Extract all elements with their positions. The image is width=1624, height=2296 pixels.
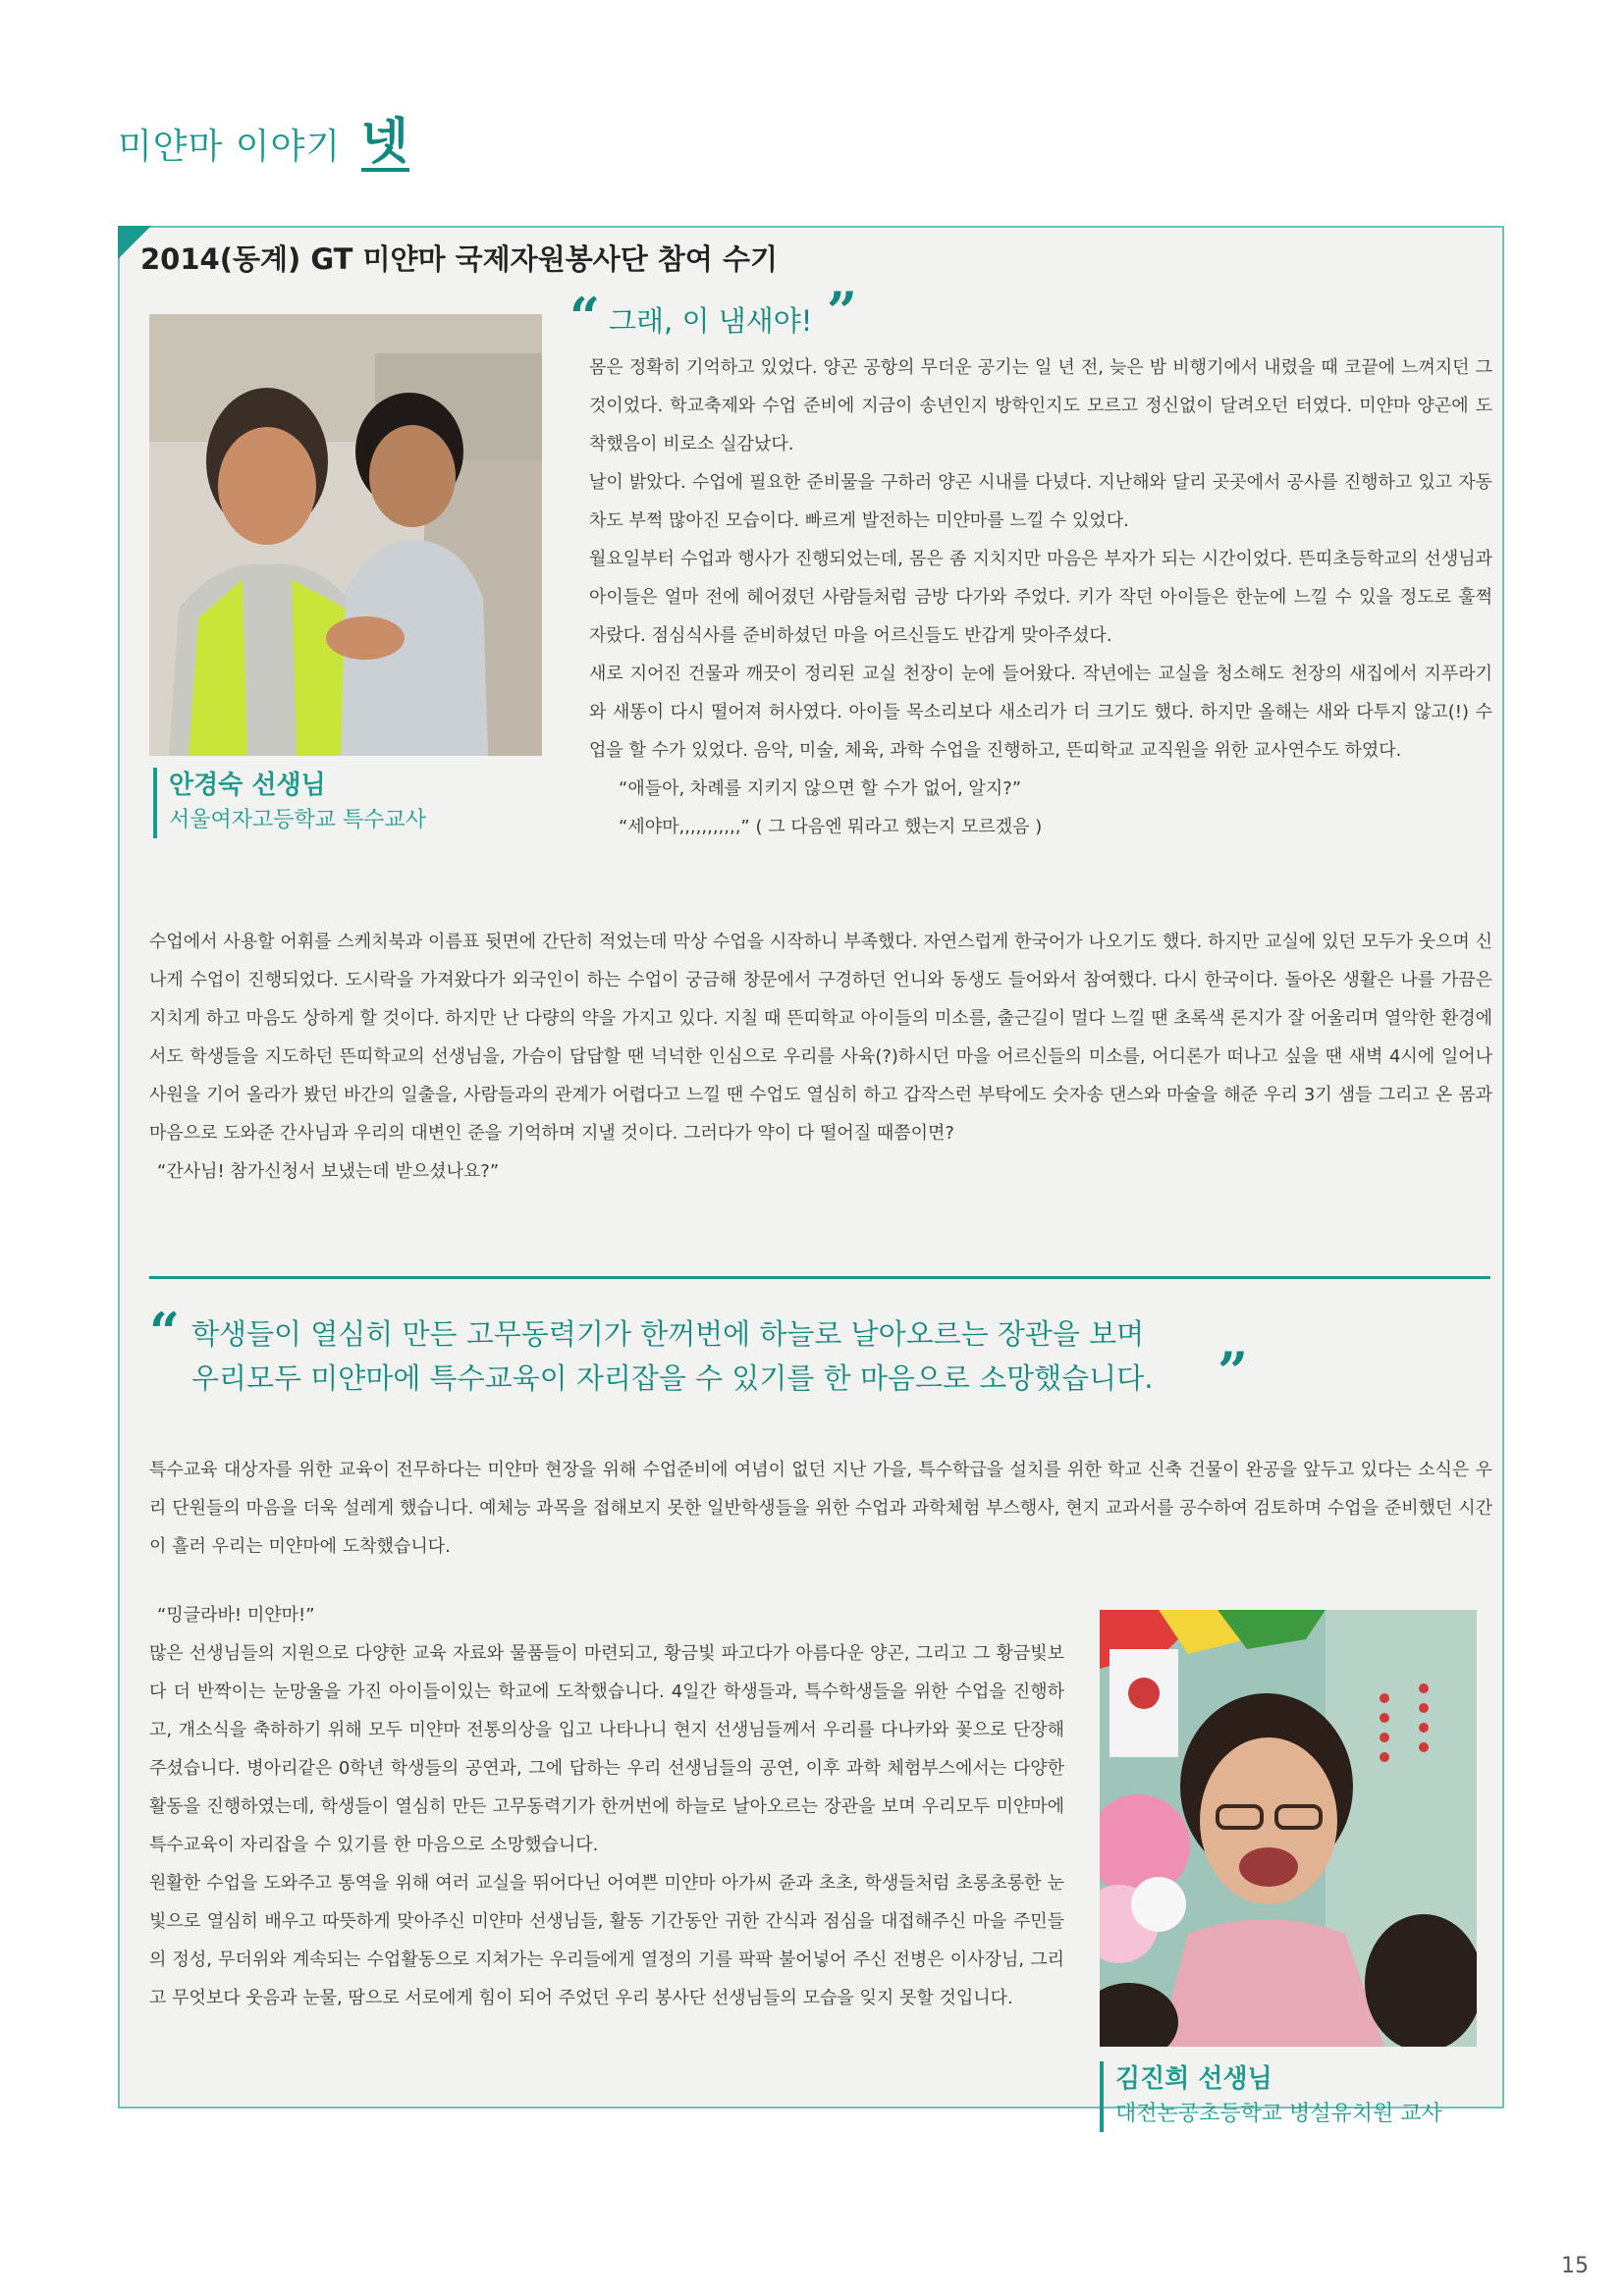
series-label: 미얀마 이야기 xyxy=(118,127,342,167)
author2-role: 대전논공초등학교 병설유치원 교사 xyxy=(1115,2102,1442,2126)
dialogue-line: “세야마,,,,,,,,,,,” ( 그 다음엔 뭐라고 했는지 모르겠음 ) xyxy=(619,817,1043,837)
author2-caption xyxy=(1100,2061,1442,2132)
page-number: 15 xyxy=(1561,2254,1589,2278)
greeting-line: “밍글라바! 미얀마!” xyxy=(157,1605,315,1626)
column2-text xyxy=(149,1596,1064,2017)
close-quote-icon: ” xyxy=(1218,1340,1249,1403)
pull-quote xyxy=(191,1312,1153,1401)
paragraph: 많은 선생님들의 지원으로 다양한 교육 자료와 물품들이 마련되고, 황금빛 파고다가 아름다운 양곤, 그리고 그 황금빛보다 더 반짝이는 눈망울을 가진 아이들이있는 학교에 도착했습니다. 4일간 학생들과, 특수학생들을 위한 수업을 진행하고, 개소식을 축하하기 위해 모두 미얀마 전통의상을 입고 나타나니 현지 선생님들께서 우리를 다나카와 꽃으로 단장해주셨습니다. 병아리같은 0학년 학생들의 공연과, 그에 답하는 우리 선생님들의 공연, 이후 과학 체험부스에서는 다양한 활동을 진행하였는데, 학생들이 열심히 만든 고무동력기가 한꺼번에 하늘로 날아오르는 장관을 보며 우리모두 미얀마에 특수교육이 자리잡을 수 있기를 한 마음으로 소망했습니다. xyxy=(149,1643,1064,1855)
author2-name: 김진희 선생님 xyxy=(1115,2064,1272,2094)
paragraph: 원활한 수업을 도와주고 통역을 위해 여러 교실을 뛰어다닌 어여쁜 미얀마 아가씨 쥰과 초초, 학생들처럼 초롱초롱한 눈빛으로 열심히 배우고 따뜻하게 맞아주신 미얀마 선생님들, 활동 기간동안 귀한 간식과 점심을 대접해주신 마을 주민들의 정성, 무더위와 계속되는 수업활동으로 지쳐가는 우리들에게 열정의 기를 팍팍 불어넣어 주신 전병은 이사장님, 그리고 무엇보다 웃음과 눈물, 땀으로 서로에게 힘이 되어 주었던 우리 봉사단 선생님들의 모습을 잊지 못할 것입니다. xyxy=(149,1873,1064,2008)
author1-caption xyxy=(153,768,426,838)
open-quote-icon: “ xyxy=(149,1301,181,1363)
full-width-text-2 xyxy=(149,1451,1492,1566)
open-quote-icon: “ xyxy=(569,286,601,348)
dialogue-line: “애들아, 차례를 지키지 않으면 할 수가 없어, 알지?” xyxy=(619,778,1022,799)
paragraph: 특수교육 대상자를 위한 교육이 전무하다는 미얀마 현장을 위해 수업준비에 여념이 없던 지난 가을, 특수학급을 설치를 위한 학교 신축 건물이 완공을 앞두고 있다는 소식은 우리 단원들의 마음을 더욱 설레게 했습니다. 예체능 과목을 접해보지 못한 일반학생들을 위한 수업과 과학체험 부스행사, 현지 교과서를 공수하여 검토하며 수업을 준비했던 시간이 흘러 우리는 미얀마에 도착했습니다. xyxy=(149,1460,1492,1557)
author1-role: 서울여자고등학교 특수교사 xyxy=(169,808,427,832)
section-divider xyxy=(149,1276,1490,1279)
paragraph: 수업에서 사용할 어휘를 스케치북과 이름표 뒷면에 간단히 적었는데 막상 수업을 시작하니 부족했다. 자연스럽게 한국어가 나오기도 했다. 하지만 교실에 있던 모두가 웃으며 신나게 수업이 진행되었다. 도시락을 가져왔다가 외국인이 하는 수업이 궁금해 창문에서 구경하던 언니와 동생도 들어와서 참여했다. 다시 한국이다. 돌아온 생활은 나를 가끔은 지치게 하고 마음도 상하게 할 것이다. 하지만 난 다량의 약을 가지고 있다. 지칠 때 뜬띠학교 아이들의 미소를, 출근길이 멀다 느낄 땐 초록색 론지가 잘 어울리며 열악한 환경에서도 학생들을 지도하던 뜬띠학교의 선생님을, 가슴이 답답할 땐 넉넉한 인심으로 우리를 사육(?)하시던 마을 어르신들의 미소를, 어디론가 떠나고 싶을 땐 새벽 4시에 일어나 사원을 기어 올라가 봤던 바간의 일출을, 사람들과의 관계가 어렵다고 느낄 땐 수업도 열심히 하고 갑작스런 부탁에도 숫자송 댄스와 마술을 해준 우리 3기 샘들 그리고 온 몸과 마음으로 도와준 간사님과 우리의 대변인 준을 기억하며 지낼 것이다. 그러다가 약이 다 떨어질 때쯤이면? xyxy=(149,932,1492,1144)
paragraph: 월요일부터 수업과 행사가 진행되었는데, 몸은 좀 지치지만 마음은 부자가 되는 시간이었다. 뜬띠초등학교의 선생님과 아이들은 얼마 전에 헤어졌던 사람들처럼 금방 다가와 주었다. 키가 작던 아이들은 한눈에 느낄 수 있을 정도로 훌쩍 자랐다. 점심식사를 준비하셨던 마을 어르신들도 반갑게 맞아주셨다. xyxy=(589,549,1492,646)
series-number: 넷 xyxy=(360,113,409,170)
author1-name: 안경숙 선생님 xyxy=(169,771,326,800)
paragraph: 새로 지어진 건물과 깨끗이 정리된 교실 천장이 눈에 들어왔다. 작년에는 교실을 청소해도 천장의 새집에서 지푸라기와 새똥이 다시 떨어져 허사였다. 아이들 목소리보다 새소리가 더 크기도 했다. 하지만 올해는 새와 다투지 않고(!) 수업을 할 수가 있었다. 음악, 미술, 체육, 과학 수업을 진행하고, 뜬띠학교 교직원을 위한 교사연수도 하였다. xyxy=(589,664,1492,761)
series-title xyxy=(118,113,409,172)
pull-quote-line: 학생들이 열심히 만든 고무동력기가 한꺼번에 하늘로 날아오르는 장관을 보며 xyxy=(191,1317,1145,1351)
quote-headline: 그래, 이 냄새야! xyxy=(609,304,813,338)
pull-quote-line: 우리모두 미얀마에 특수교육이 자리잡을 수 있기를 한 마음으로 소망했습니다. xyxy=(191,1362,1154,1395)
full-width-text-1 xyxy=(149,923,1492,1191)
photo-teacher-with-child xyxy=(149,314,542,756)
dialogue-line: “간사님! 참가신청서 보냈는데 받으셨나요?” xyxy=(157,1161,500,1182)
photo-smiling-teacher xyxy=(1100,1610,1477,2047)
column1-text xyxy=(589,348,1492,846)
close-quote-icon: ” xyxy=(827,280,858,343)
article-title: 2014(동계) GT 미얀마 국제자원봉사단 참여 수기 xyxy=(140,242,779,276)
paragraph: 몸은 정확히 기억하고 있었다. 양곤 공항의 무더운 공기는 일 년 전, 늦은 밤 비행기에서 내렸을 때 코끝에 느껴지던 그것이었다. 학교축제와 수업 준비에 지금이 송년인지 방학인지도 모르고 정신없이 달려오던 터였다. 미얀마 양곤에 도착했음이 비로소 실감났다. xyxy=(589,357,1492,454)
paragraph: 날이 밝았다. 수업에 필요한 준비물을 구하러 양곤 시내를 다녔다. 지난해와 달리 곳곳에서 공사를 진행하고 있고 자동차도 부쩍 많아진 모습이다. 빠르게 발전하는 미얀마를 느낄 수 있었다. xyxy=(589,472,1492,531)
